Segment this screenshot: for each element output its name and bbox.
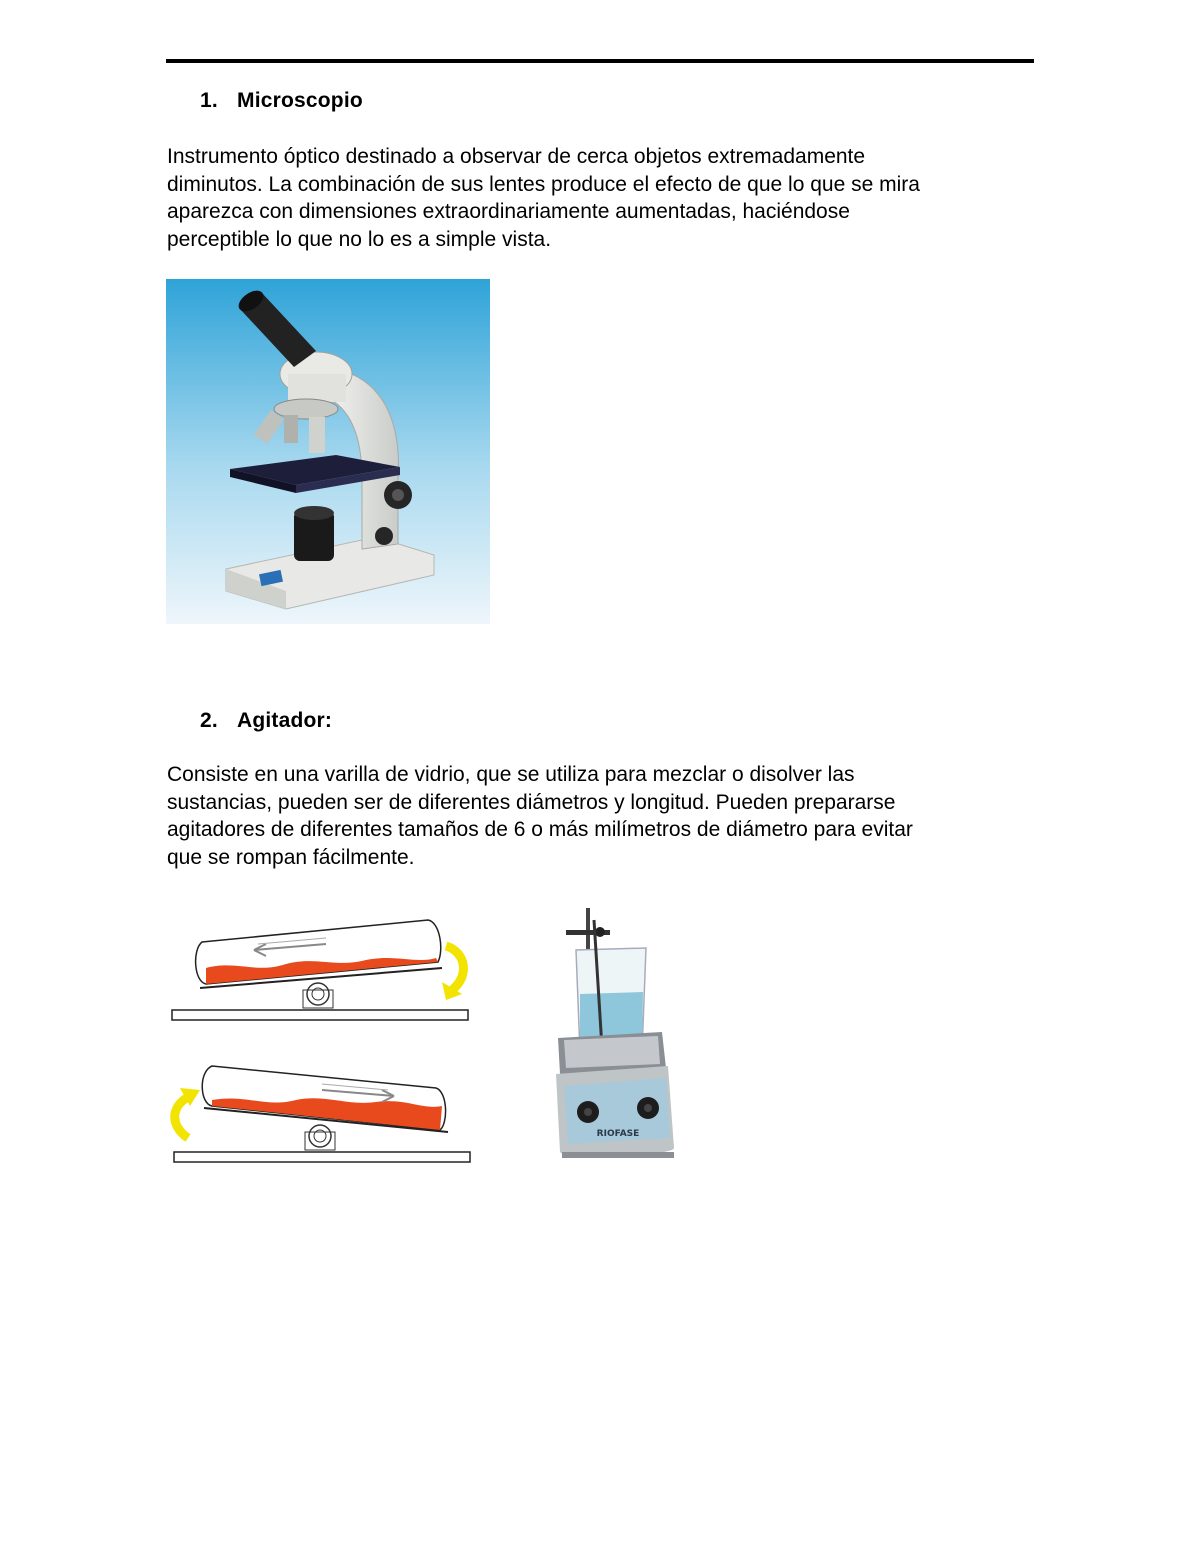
magnetic-stirrer-illustration xyxy=(544,906,684,1162)
rocker-state-top xyxy=(172,920,468,1020)
body-line: Instrumento óptico destinado a observar de cerca objetos extremadamente xyxy=(167,145,866,168)
body-line: aparezca con dimensiones extraordinariamente aumentadas, haciéndose xyxy=(167,200,850,223)
microscope-photo xyxy=(166,279,490,624)
section-title: Microscopio xyxy=(237,89,363,112)
section-title: Agitador: xyxy=(237,709,333,732)
rocker-state-bottom xyxy=(174,1066,470,1162)
section-number: 2. xyxy=(200,709,218,732)
section-heading-agitador xyxy=(200,709,332,733)
section-heading-microscopio xyxy=(200,89,363,113)
top-rule xyxy=(166,59,1034,63)
body-line: que se rompan fácilmente. xyxy=(167,845,415,869)
section-body-microscopio xyxy=(167,143,1027,253)
microscope-illustration xyxy=(166,279,490,624)
magnetic-stirrer-photo xyxy=(544,906,684,1162)
rocker-shaker-diagram xyxy=(166,910,476,1170)
body-line: agitadores de diferentes tamaños de 6 o más milímetros de diámetro para evitar xyxy=(167,818,913,841)
body-line: perceptible lo que no lo es a simple vista. xyxy=(167,227,552,251)
body-line: sustancias, pueden ser de diferentes diámetros y longitud. Pueden prepararse xyxy=(167,790,896,814)
rocker-shaker-illustration xyxy=(166,910,476,1170)
body-line: diminutos. La combinación de sus lentes produce el efecto de que lo que se mira xyxy=(167,172,920,196)
section-number: 1. xyxy=(200,89,218,112)
section-body-agitador xyxy=(167,761,1027,871)
stirrer-brand: RIOFASE xyxy=(596,1129,640,1139)
body-line: Consiste en una varilla de vidrio, que se utiliza para mezclar o disolver las xyxy=(167,763,855,786)
